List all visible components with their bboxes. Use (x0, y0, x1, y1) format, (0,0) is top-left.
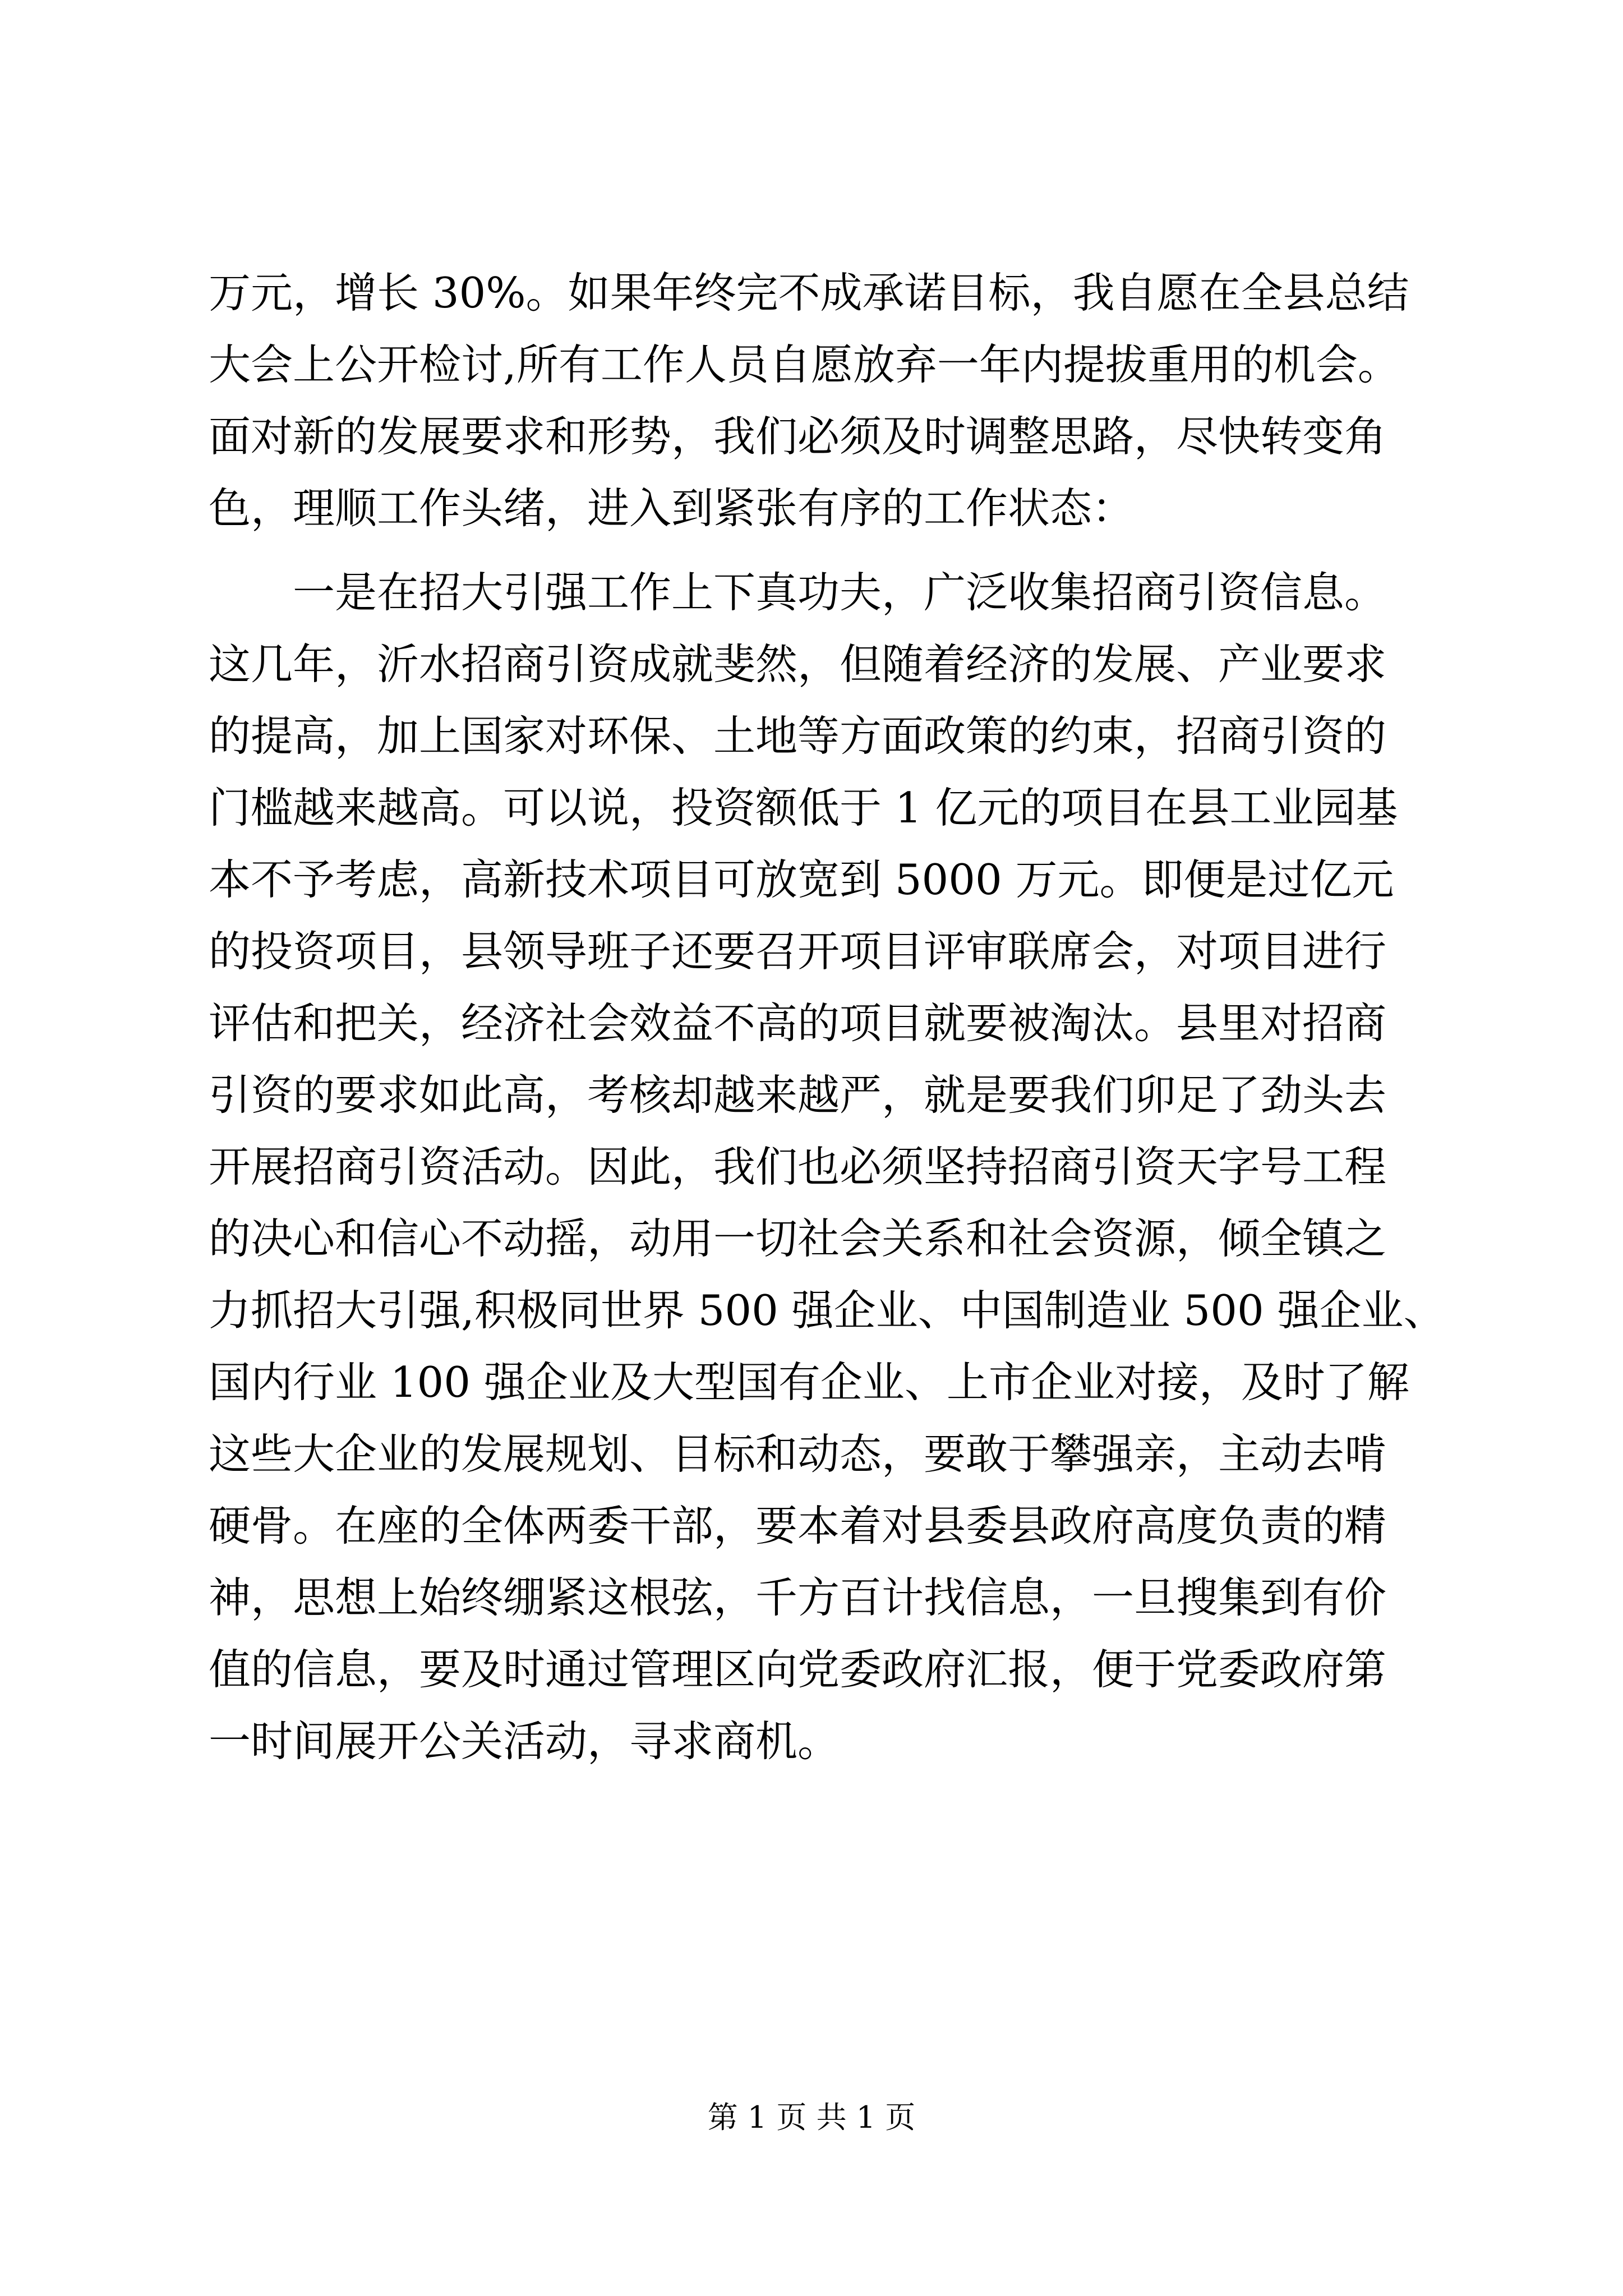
text-line-2: 大会上公开检讨,所有工作人员自愿放弃一年内提拔重用的机会。 (209, 340, 1400, 389)
document-body (209, 257, 1470, 1777)
text-line-18: 硬骨。在座的全体两委干部，要本着对县委县政府高度负责的精 (209, 1501, 1387, 1550)
text-line-17: 这些大企业的发展规划、目标和动态，要敢于攀强亲，主动去啃 (209, 1429, 1387, 1479)
text-line-13: 开展招商引资活动。因此，我们也必须坚持招商引资天字号工程 (209, 1142, 1387, 1191)
text-line-9: 本不予考虑，高新技术项目可放宽到 5000 万元。即便是过亿元 (209, 855, 1394, 904)
text-line-8: 门槛越来越高。可以说，投资额低于 1 亿元的项目在县工业园基 (209, 783, 1398, 832)
text-line-6: 这几年，沂水招商引资成就斐然，但随着经济的发展、产业要求 (209, 639, 1387, 689)
text-line-11: 评估和把关，经济社会效益不高的项目就要被淘汰。县里对招商 (209, 999, 1387, 1048)
text-line-16: 国内行业 100 强企业及大型国有企业、上市企业对接，及时了解 (209, 1358, 1409, 1407)
text-line-10: 的投资项目，县领导班子还要召开项目评审联席会，对项目进行 (209, 927, 1387, 976)
text-line-7: 的提高，加上国家对环保、土地等方面政策的约束，招商引资的 (209, 711, 1387, 761)
text-line-4: 色，理顺工作头绪，进入到紧张有序的工作状态： (209, 484, 1135, 533)
page-number-footer: 第 1 页 共 1 页 (707, 2100, 916, 2135)
text-line-1: 万元，增长 30%。如果年终完不成承诺目标，我自愿在全县总结 (209, 268, 1409, 318)
text-line-3: 面对新的发展要求和形势，我们必须及时调整思路，尽快转变角 (209, 412, 1387, 461)
paragraph-start-line: 一是在招大引强工作上下真功夫，广泛收集招商引资信息。 (293, 568, 1387, 617)
text-line-14: 的决心和信心不动摇，动用一切社会关系和社会资源，倾全镇之 (209, 1214, 1387, 1263)
text-line-21: 一时间展开公关活动，寻求商机。 (209, 1717, 840, 1766)
text-line-12: 引资的要求如此高，考核却越来越严，就是要我们卯足了劲头去 (209, 1070, 1387, 1120)
text-line-19: 神，思想上始终绷紧这根弦，千方百计找信息，一旦搜集到有价 (209, 1573, 1387, 1622)
text-line-20: 值的信息，要及时通过管理区向党委政府汇报，便于党委政府第 (209, 1645, 1387, 1694)
text-line-15: 力抓招大引强,积极同世界 500 强企业、中国制造业 500 强企业、 (209, 1286, 1446, 1335)
